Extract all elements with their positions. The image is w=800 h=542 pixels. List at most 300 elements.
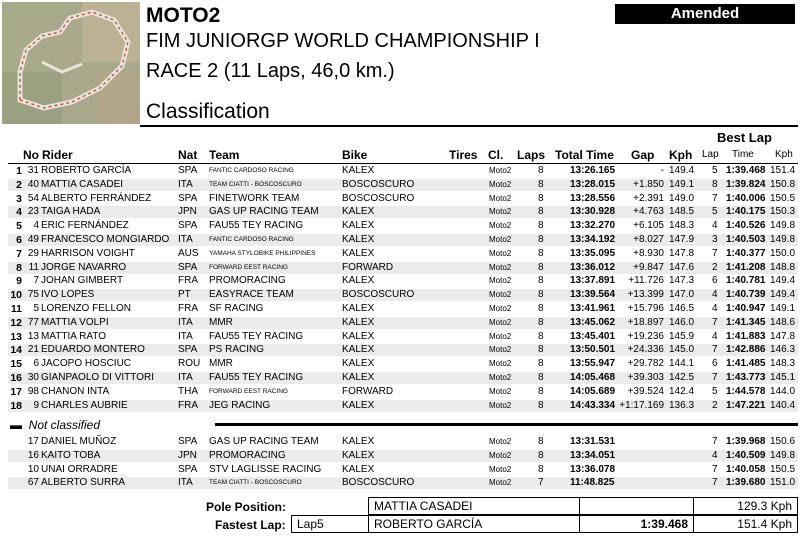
col-rider: Rider	[42, 148, 73, 162]
col-lap: Lap	[702, 149, 719, 160]
nationality: ITA	[178, 372, 193, 383]
best-lap-time: 1:40.947	[726, 303, 766, 314]
col-total-time: Total Time	[555, 148, 614, 162]
laps-count: 8	[538, 220, 544, 232]
class-name: Moto2	[489, 193, 512, 203]
best-lap-time: 1:40.739	[726, 289, 766, 301]
gap: +8.930	[633, 247, 664, 259]
total-time: 13:26.165	[570, 165, 616, 176]
circuit-map-image	[2, 2, 140, 124]
total-time: 13:28.556	[570, 192, 616, 204]
team-name: SF RACING	[209, 303, 264, 314]
team-name: PS RACING	[209, 344, 265, 356]
rider-number: 49	[27, 234, 39, 245]
laps-count: 8	[538, 436, 544, 447]
team-name: TEAM CIATTI - BOSCOSCURO	[209, 180, 302, 188]
bike-make: KALEX	[342, 372, 375, 383]
position: 8	[16, 261, 22, 274]
best-lap-time: 1:40.781	[726, 275, 766, 287]
rider-number: 67	[27, 477, 39, 489]
total-time: 11:48.825	[570, 477, 615, 489]
col-class: Cl.	[488, 148, 504, 162]
class-name: Moto2	[489, 400, 512, 410]
table-row	[8, 206, 798, 218]
class-name: Moto2	[489, 464, 512, 474]
col-team: Team	[209, 148, 240, 162]
team-name: FAU55 TEY RACING	[209, 330, 304, 342]
position: 15	[10, 358, 22, 371]
bike-make: KALEX	[342, 303, 375, 314]
speed-kph: 148.3	[669, 220, 695, 232]
bike-make: KALEX	[342, 358, 375, 370]
col-best-kph: Kph	[775, 149, 793, 160]
rider-number: 5	[33, 303, 39, 314]
team-name: FINETWORK TEAM	[209, 192, 300, 204]
class-name: Moto2	[489, 248, 512, 258]
rider-name: MATTIA CASADEI	[41, 178, 124, 190]
total-time: 13:50.501	[570, 344, 616, 356]
best-lap-kph: 151.0	[770, 477, 796, 489]
table-row	[8, 386, 798, 398]
best-lap-kph: 149.4	[770, 289, 796, 301]
gap: -	[660, 165, 664, 176]
gap: +29.782	[627, 358, 664, 370]
table-row	[8, 220, 798, 232]
col-laps: Laps	[517, 148, 546, 162]
rider-name: CHARLES AUBRIE	[41, 399, 128, 411]
gap: +18.897	[627, 316, 664, 328]
position: 1	[16, 165, 22, 177]
rider-name: IVO LOPES	[41, 289, 95, 301]
best-lap-kph: 150.8	[770, 178, 796, 190]
table-row	[8, 400, 798, 412]
nationality: SPA	[178, 436, 198, 447]
best-lap-time: 1:40.377	[726, 247, 766, 259]
total-time: 13:55.947	[570, 358, 616, 370]
rider-number: 54	[27, 192, 39, 204]
class-name: Moto2	[489, 207, 512, 217]
best-lap-number: 7	[712, 436, 718, 447]
position: 5	[16, 220, 22, 233]
rider-name: EDUARDO MONTERO	[41, 344, 145, 356]
best-lap-time: 1:39.468	[726, 165, 766, 176]
total-time: 13:45.062	[570, 316, 616, 328]
team-name: FANTIC CARDOSO RACING	[209, 236, 294, 243]
bike-make: KALEX	[342, 463, 375, 475]
speed-kph: 146.0	[669, 316, 695, 328]
total-time: 13:39.564	[570, 289, 616, 301]
class-name: Moto2	[489, 276, 512, 286]
rider-name: KAITO TOBA	[41, 449, 101, 461]
position: 6	[16, 234, 22, 246]
col-nat: Nat	[178, 148, 198, 162]
fastest-lap-speed: 151.4 Kph	[693, 515, 798, 533]
team-name: PROMORACING	[209, 449, 286, 461]
rider-number: 98	[27, 385, 39, 397]
nationality: SPA	[178, 463, 198, 475]
bike-make: FORWARD	[342, 385, 394, 397]
table-row	[8, 234, 798, 246]
class-name: Moto2	[489, 262, 512, 272]
position: 14	[10, 344, 22, 357]
gap: +11.726	[628, 275, 664, 287]
rider-name: JACOPO HOSCIUC	[41, 358, 132, 370]
best-lap-number: 7	[712, 344, 718, 356]
best-lap-time: 1:40.058	[726, 463, 766, 475]
gap: +13.399	[627, 289, 664, 301]
bike-make: FORWARD	[342, 261, 394, 273]
laps-count: 8	[538, 399, 544, 411]
col-tires: Tires	[449, 148, 478, 162]
rider-number: 29	[27, 247, 39, 259]
best-lap-number: 5	[712, 385, 718, 397]
rider-number: 10	[27, 463, 39, 475]
rider-number: 17	[27, 436, 39, 447]
best-lap-time: 1:41.883	[726, 330, 766, 342]
team-name: JEG RACING	[209, 399, 271, 411]
nationality: SPA	[178, 344, 198, 356]
position: 2	[16, 178, 22, 191]
speed-kph: 147.9	[669, 234, 695, 245]
best-lap-kph: 148.8	[770, 261, 796, 273]
position: 16	[10, 372, 22, 384]
laps-count: 8	[538, 206, 544, 218]
not-classified-text: Not classified	[28, 418, 101, 432]
best-lap-kph: 148.3	[770, 358, 796, 370]
best-lap-time: 1:39.824	[726, 178, 766, 190]
fastest-lap-rider: ROBERTO GARCÍA	[368, 515, 580, 533]
best-lap-number: 7	[712, 463, 718, 475]
rider-number: 9	[33, 399, 39, 411]
rider-name: MATTIA RATO	[41, 330, 107, 342]
rider-number: 31	[27, 165, 39, 176]
best-lap-kph: 149.8	[770, 220, 796, 232]
speed-kph: 149.0	[669, 192, 695, 204]
class-name: Moto2	[489, 359, 512, 369]
best-lap-kph: 150.3	[770, 206, 796, 218]
nationality: ROU	[178, 358, 201, 370]
speed-kph: 147.0	[669, 289, 695, 301]
fastest-lap-time: 1:39.468	[579, 515, 694, 533]
bike-make: BOSCOSCURO	[342, 178, 415, 190]
section-title: Classification	[146, 100, 270, 123]
laps-count: 8	[538, 449, 544, 461]
pole-empty-cell	[579, 497, 694, 515]
laps-count: 8	[538, 330, 544, 342]
total-time: 13:34.051	[570, 449, 616, 461]
speed-kph: 142.4	[669, 385, 695, 397]
team-name: MMR	[209, 316, 233, 328]
best-lap-number: 7	[712, 192, 718, 204]
best-lap-time: 1:44.578	[726, 385, 766, 397]
table-row	[8, 275, 798, 287]
rider-number: 16	[27, 449, 39, 461]
position: 11	[10, 303, 22, 315]
speed-kph: 145.9	[669, 330, 695, 342]
speed-kph: 149.1	[669, 178, 695, 190]
class-name: Moto2	[489, 450, 512, 460]
speed-kph: 146.5	[669, 303, 695, 314]
best-lap-time: 1:40.175	[726, 206, 766, 218]
nationality: ITA	[178, 178, 193, 190]
rider-name: GIANPAOLO DI VITTORI	[41, 372, 154, 383]
best-lap-kph: 149.8	[770, 234, 796, 245]
rider-name: ERIC FERNÁNDEZ	[41, 220, 129, 232]
nationality: PT	[178, 289, 191, 301]
class-name: Moto2	[489, 290, 512, 300]
not-classified-label: ▬ Not classified	[10, 418, 101, 432]
best-lap-kph: 150.6	[770, 436, 796, 447]
best-lap-kph: 140.4	[770, 399, 796, 411]
speed-kph: 148.5	[669, 206, 695, 218]
total-time: 14:05.468	[570, 372, 616, 383]
best-lap-time: 1:39.680	[726, 477, 766, 489]
class-name: Moto2	[489, 235, 512, 244]
table-row	[8, 262, 798, 274]
rider-number: 11	[28, 261, 39, 273]
team-name: GAS UP RACING TEAM	[209, 206, 319, 218]
best-lap-kph: 150.0	[770, 247, 796, 259]
speed-kph: 144.1	[669, 358, 695, 370]
best-lap-number: 6	[712, 358, 718, 370]
laps-count: 8	[538, 234, 544, 245]
bike-make: KALEX	[342, 247, 375, 259]
best-lap-kph: 147.8	[770, 330, 796, 342]
rider-name: JOHAN GIMBERT	[41, 275, 124, 287]
class-name: Moto2	[489, 373, 512, 382]
speed-kph: 147.3	[669, 275, 695, 287]
best-lap-number: 2	[712, 261, 718, 273]
position: 12	[10, 316, 22, 329]
position: 3	[16, 192, 22, 205]
rider-number: 6	[33, 358, 39, 370]
table-row	[8, 248, 798, 260]
gap: +9.847	[633, 261, 664, 273]
bike-make: KALEX	[342, 206, 375, 218]
team-name: TEAM CIATTI - BOSCOSCURO	[209, 479, 302, 487]
laps-count: 8	[538, 289, 544, 301]
gap: +4.763	[633, 206, 664, 218]
class-name: Moto2	[489, 304, 512, 313]
laps-count: 8	[538, 316, 544, 328]
best-lap-time: 1:41.345	[726, 316, 766, 328]
bike-make: KALEX	[342, 165, 375, 176]
gap: +24.336	[627, 344, 664, 356]
total-time: 13:30.928	[570, 206, 616, 218]
best-lap-number: 6	[712, 275, 718, 287]
gap: +39.303	[627, 372, 664, 383]
rider-number: 75	[27, 289, 39, 301]
class-name: Moto2	[489, 345, 512, 355]
rider-number: 7	[33, 275, 39, 287]
gap: +8.027	[633, 234, 664, 245]
team-name: FORWARD EEST RACING	[209, 387, 288, 395]
team-name: GAS UP RACING TEAM	[209, 436, 319, 447]
rider-name: LORENZO FELLON	[41, 303, 132, 314]
class-name: Moto2	[489, 386, 512, 396]
total-time: 13:45.401	[570, 330, 616, 342]
laps-count: 8	[538, 358, 544, 370]
gap: +15.796	[627, 303, 664, 314]
best-lap-kph: 145.1	[770, 372, 796, 383]
position: 7	[16, 247, 22, 260]
gap: +39.524	[627, 385, 664, 397]
best-lap-number: 3	[712, 234, 718, 245]
column-header-divider	[8, 163, 798, 164]
position: 4	[16, 206, 22, 219]
best-lap-time: 1:47.221	[726, 399, 766, 411]
laps-count: 8	[538, 261, 544, 273]
class-name: Moto2	[489, 179, 512, 189]
position: 9	[16, 275, 22, 288]
total-time: 13:36.078	[570, 463, 616, 475]
best-lap-kph: 148.6	[770, 316, 796, 328]
table-row	[8, 193, 798, 205]
best-lap-time: 1:41.485	[726, 358, 766, 370]
best-lap-number: 7	[712, 477, 718, 489]
team-name: STV LAGLISSE RACING	[209, 463, 322, 475]
table-row	[8, 372, 798, 384]
laps-count: 8	[538, 372, 544, 383]
nationality: SPA	[178, 192, 198, 204]
team-name: MMR	[209, 358, 233, 370]
laps-count: 8	[538, 275, 544, 287]
laps-count: 8	[538, 385, 544, 397]
bike-make: KALEX	[342, 220, 375, 232]
bike-make: KALEX	[342, 399, 375, 411]
position: 13	[10, 330, 22, 343]
fastest-lap-label: Fastest Lap:	[215, 518, 286, 532]
total-time: 14:43.334	[570, 399, 616, 411]
table-row	[8, 289, 798, 301]
circuit-track-drawing	[2, 2, 140, 124]
table-row	[8, 317, 798, 329]
best-lap-number: 7	[712, 316, 718, 328]
position: 17	[10, 385, 22, 398]
team-name: FANTIC CARDOSO RACING	[209, 167, 294, 174]
total-time: 13:31.531	[570, 436, 616, 447]
best-lap-number: 4	[712, 330, 718, 342]
rider-name: TAIGA HADA	[41, 206, 101, 218]
best-lap-number: 4	[712, 289, 718, 301]
best-lap-number: 4	[712, 303, 718, 314]
gap: +19.236	[627, 330, 664, 342]
pole-speed: 129.3 Kph	[693, 497, 798, 515]
nationality: ITA	[178, 477, 193, 489]
nationality: JPN	[178, 449, 197, 461]
best-lap-time: 1:42.886	[726, 344, 766, 356]
race-title: RACE 2 (11 Laps, 46,0 km.)	[146, 60, 395, 82]
laps-count: 7	[538, 477, 544, 489]
gap: +2.391	[633, 192, 664, 204]
team-name: PROMORACING	[209, 275, 286, 287]
best-lap-kph: 149.8	[770, 449, 796, 461]
class-name: Moto2	[489, 478, 512, 488]
table-row	[8, 464, 798, 476]
table-row	[8, 165, 798, 177]
speed-kph: 136.3	[669, 399, 695, 411]
best-lap-kph: 150.5	[770, 192, 796, 204]
bike-make: KALEX	[342, 449, 375, 461]
rider-number: 4	[33, 220, 39, 232]
best-lap-time: 1:40.526	[726, 220, 766, 232]
nationality: SPA	[178, 165, 198, 176]
status-badge: Amended	[615, 4, 795, 24]
nationality: SPA	[178, 220, 198, 232]
laps-count: 8	[538, 344, 544, 356]
bike-make: KALEX	[342, 344, 375, 356]
speed-kph: 142.5	[669, 372, 695, 383]
best-lap-time: 1:39.968	[726, 436, 766, 447]
rider-name: UNAI ORRADRE	[41, 463, 118, 475]
nationality: JPN	[178, 206, 197, 218]
nationality: FRA	[178, 399, 198, 411]
best-lap-number: 4	[712, 220, 718, 232]
total-time: 14:05.689	[570, 385, 616, 397]
best-lap-heading: Best Lap	[717, 130, 772, 145]
best-lap-number: 2	[712, 399, 718, 411]
best-lap-kph: 144.0	[770, 385, 796, 397]
team-name: YAMAHA STYLOBIKE PHILIPPINES	[209, 249, 316, 257]
speed-kph: 147.8	[669, 247, 695, 259]
class-name: Moto2	[489, 437, 512, 446]
pole-position-label: Pole Position:	[206, 500, 287, 514]
championship-title: FIM JUNIORGP WORLD CHAMPIONSHIP I	[146, 30, 540, 52]
rider-number: 30	[27, 372, 39, 383]
best-lap-time: 1:40.509	[726, 449, 766, 461]
class-name: Moto2	[489, 166, 512, 175]
bike-make: KALEX	[342, 330, 375, 342]
total-time: 13:36.012	[570, 261, 616, 273]
best-lap-number: 4	[712, 449, 718, 461]
bike-make: BOSCOSCURO	[342, 289, 415, 301]
table-row	[8, 331, 798, 343]
best-lap-time: 1:43.773	[726, 372, 766, 383]
table-row	[8, 303, 798, 315]
rider-number: 40	[27, 178, 39, 190]
table-row	[8, 477, 798, 489]
laps-count: 8	[538, 178, 544, 190]
rider-name: DANIEL MUÑOZ	[41, 436, 117, 447]
total-time: 13:32.270	[570, 220, 616, 232]
category-title: MOTO2	[146, 4, 221, 27]
team-name: FAU55 TEY RACING	[209, 220, 304, 232]
total-time: 13:28.015	[570, 178, 616, 190]
team-name: FORWARD EEST RACING	[209, 263, 288, 271]
rider-name: ROBERTO GARCÍA	[41, 165, 132, 176]
laps-count: 8	[538, 463, 544, 475]
laps-count: 8	[538, 303, 544, 314]
best-lap-kph: 149.1	[770, 303, 796, 314]
laps-count: 8	[538, 192, 544, 204]
bike-make: KALEX	[342, 275, 375, 287]
rider-number: 21	[27, 344, 39, 356]
gap: +1:17.169	[619, 399, 664, 411]
best-lap-number: 5	[712, 165, 718, 176]
total-time: 13:37.891	[570, 275, 616, 287]
col-time: Time	[732, 149, 754, 160]
nationality: FRA	[178, 303, 198, 314]
rider-name: ALBERTO FERRÁNDEZ	[41, 192, 152, 204]
rider-name: FRANCESCO MONGIARDO	[41, 234, 170, 245]
speed-kph: 147.6	[669, 261, 695, 273]
class-name: Moto2	[489, 317, 512, 327]
position: 10	[10, 289, 22, 302]
table-row	[8, 344, 798, 356]
col-kph: Kph	[669, 148, 693, 162]
table-row	[8, 436, 798, 448]
rider-number: 23	[27, 206, 39, 218]
